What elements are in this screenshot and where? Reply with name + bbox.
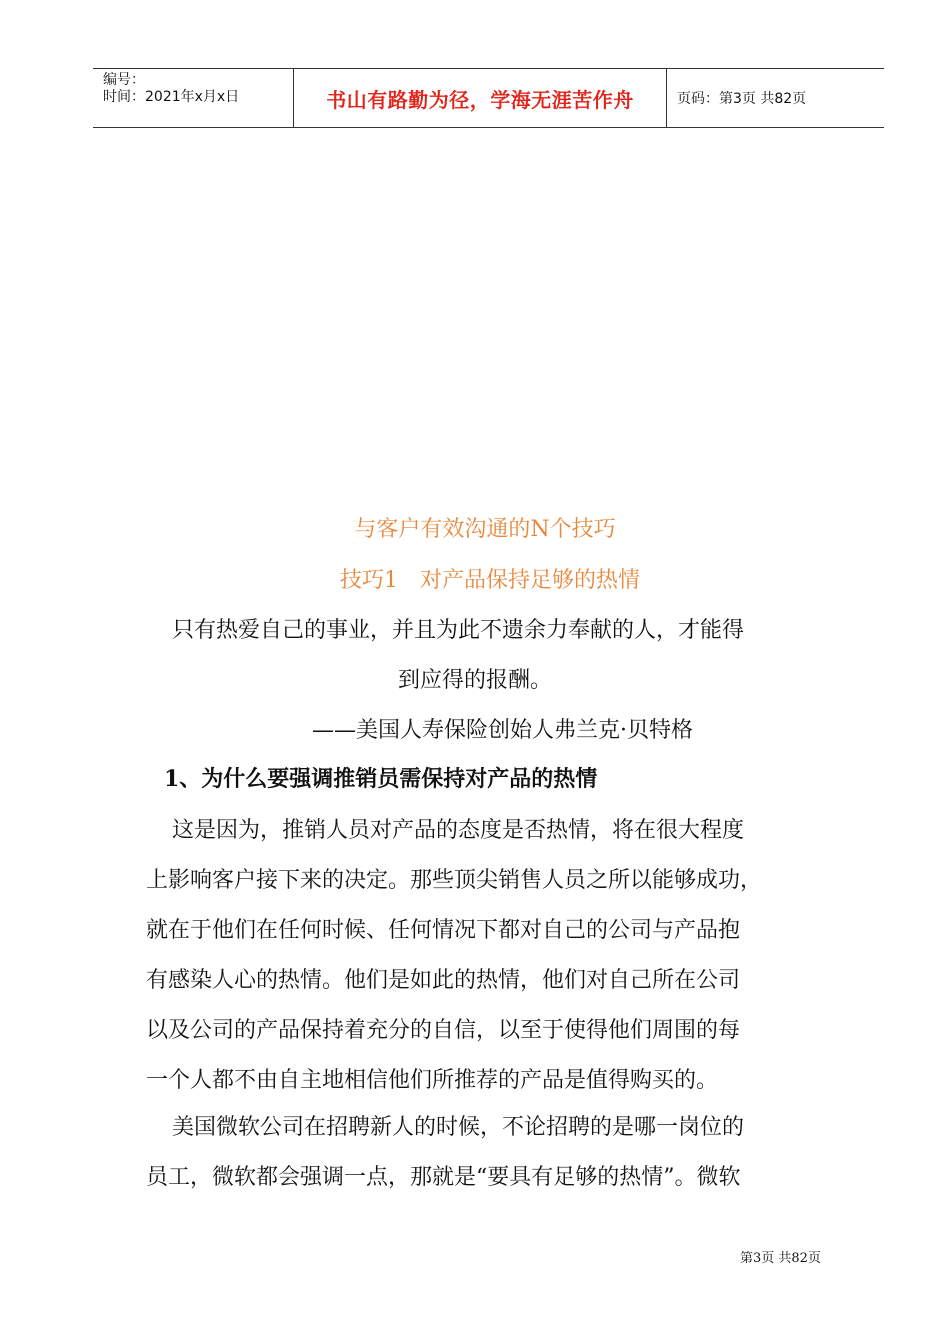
quote-line-2: 到应得的报酬。: [398, 668, 553, 693]
paragraph-line: 这是因为，推销人员对产品的态度是否热情，将在很大程度: [172, 818, 745, 843]
paragraph-line: 有感染人心的热情。他们是如此的热情，他们对自己所在公司: [146, 968, 741, 993]
footer-page-label: 第3页 共82页: [740, 1251, 821, 1266]
number-label: 编号：: [103, 72, 145, 88]
tip-title: [0, 563, 950, 594]
document-title: 与客户有效沟通的N个技巧: [354, 517, 616, 542]
quote-line-1: 只有热爱自己的事业，并且为此不遗余力奉献的人，才能得: [172, 618, 745, 643]
paragraph-line: 一个人都不由自主地相信他们所推荐的产品是值得购买的。: [146, 1068, 719, 1093]
tip-number: 技巧1: [339, 568, 398, 593]
header-table: [93, 68, 884, 128]
quote-attribution: ——美国人寿保险创始人弗兰克·贝特格: [312, 718, 693, 743]
paragraph-line: 上影响客户接下来的决定。那些顶尖销售人员之所以能够成功，: [146, 868, 763, 893]
header-motto: 书山有路勤为径，学海无涯苦作舟: [294, 69, 667, 127]
header-left-cell: [93, 69, 294, 127]
time-label: 时间：2021年x月x日: [103, 89, 240, 105]
tip-text: 对产品保持足够的热情: [419, 568, 640, 593]
paragraph-line: 以及公司的产品保持着充分的自信，以至于使得他们周围的每: [146, 1018, 741, 1043]
paragraph-1: [146, 806, 846, 1106]
header-page-label: 页码：第3页 共82页: [677, 91, 807, 107]
paragraph-line: 就在于他们在任何时候、任何情况下都对自己的公司与产品抱: [146, 918, 741, 943]
paragraph-line: 美国微软公司在招聘新人的时候，不论招聘的是哪一岗位的: [172, 1115, 745, 1140]
section-heading: 1、为什么要强调推销员需保持对产品的热情: [164, 766, 598, 792]
paragraph-2: [146, 1103, 846, 1203]
paragraph-line: 员工，微软都会强调一点，那就是“要具有足够的热情”。微软: [146, 1165, 741, 1190]
